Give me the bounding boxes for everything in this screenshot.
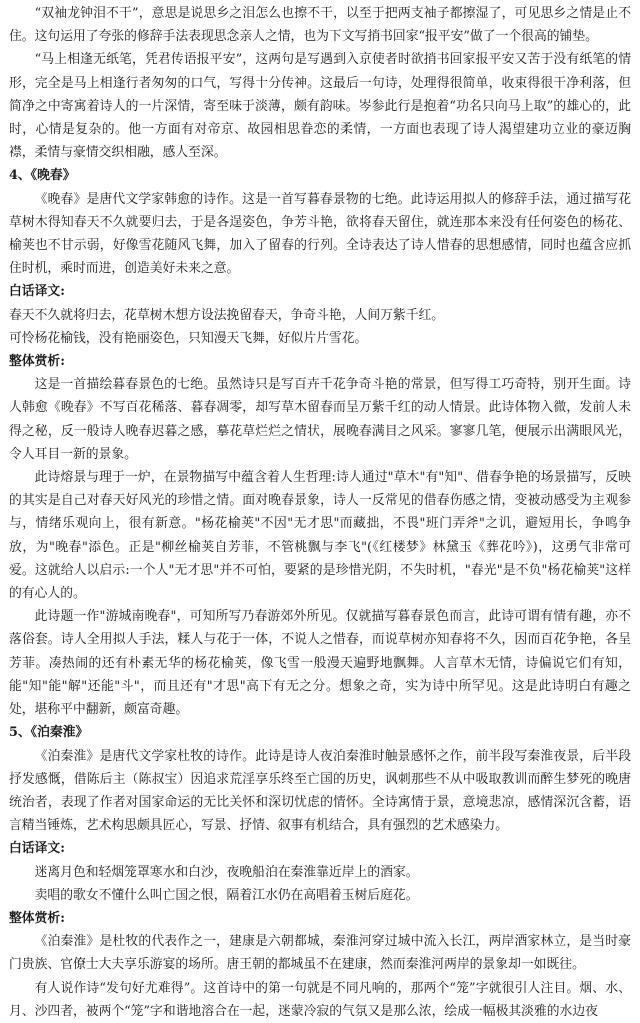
body-paragraph: “马上相逢无纸笔，凭君传语报平安”，这两句是写遇到入京使者时欲捎书回家报平安又苦于没有纸笔的情形，完全是马上相逢行者匆匆的口气，写得十分传神。这最后一句诗，处理得很简单，收束得很干净利落，但简净之中寄寓着诗人的一片深情，寄至味于淡薄，颇有韵味。岑参此行是抱着“功名只向马上取”的雄心的，此时，心情是复杂的。他一方面有对帝京、故园相思眷恋的柔情，一方面也表现了诗人渴望建功立业的豪迈胸襟，柔情与豪情交织相融，感人至深。: [9, 52, 631, 161]
body-paragraph: 《泊秦淮》是唐代文学家杜牧的诗作。此诗是诗人夜泊秦淮时触景感怀之作，前半段写秦淮夜景，后半段抒发感慨，借陈后主（陈叔宝）因追求荒淫享乐终至亡国的历史，讽刺那些不从中吸取教训而醉生梦死的晚唐统治者，表现了作者对国家命运的无比关怀和深切忧虑的情怀。全诗寓情于景，意境悲凉，感情深沉含蓄，语言精当锤炼，艺术构思颇具匠心，写景、抒情、叙事有机结合，具有强烈的艺术感染力。: [9, 748, 631, 834]
document-body: [9, 2, 631, 1023]
body-paragraph: 此诗熔景与理于一炉，在景物描写中蕴含着人生哲理:诗人通过"草木"有"知"、借春争艳的场景描写，反映的其实是自己对春天好风光的珍惜之情。面对晚春景象，诗人一反常见的借春伤感之情，变被动感受为主观参与，情绪乐观向上，很有新意。"杨花榆荚"不因"无才思"而藏拙，不畏"班门弄斧"之讥，避短用长，争鸣争放，为"晚春"添色。正是"柳丝榆荚自芳菲，不管桃飘与李飞"(《红楼梦》林黛玉《葬花吟》)，这勇气非常可爱。这就给人以启示:一个人"无才思"并不可怕，要紧的是珍惜光阴，不失时机，"春光"是不负"杨花榆荚"这样的有心人的。: [9, 470, 631, 602]
body-paragraph: 《泊秦淮》是杜牧的代表作之一，建康是六朝都城，秦淮河穿过城中流入长江，两岸酒家林立，是当时豪门贵族、官僚士大夫享乐游宴的场所。唐王朝的都城虽不在建康，然而秦淮河两岸的景象却一如既往。: [9, 934, 631, 973]
body-paragraph: 《晚春》是唐代文学家韩愈的诗作。这是一首写暮春景物的七绝。此诗运用拟人的修辞手法，通过描写花草树木得知春天不久就要归去，于是各逞姿色，争芳斗艳，欲将春天留住，就连那本来没有任何姿色的杨花、榆荚也不甘示弱，好像雪花随风飞舞，加入了留春的行列。全诗表达了诗人惜春的思想感情，同时也蕴含应抓住时机，乘时而进，创造美好未来之意。: [9, 191, 631, 277]
body-paragraph: 有人说作诗“发句好尤难得”。这首诗中的第一句就是不同凡响的，那两个“笼”字就很引人注目。烟、水、月、沙四者，被两个“笼”字和谐地溶合在一起，迷蒙冷寂的气氛又是那么浓，绘成一幅极其淡雅的水边夜: [9, 980, 631, 1019]
body-paragraph: 卖唱的歌女不懂什么叫亡国之恨，隔着江水仍在高唱着玉树后庭花。: [34, 887, 419, 903]
body-paragraph: 可怜杨花榆钱，没有艳丽姿色，只知漫天飞舞，好似片片雪花。: [9, 330, 368, 346]
section-heading: 5、《泊秦淮》: [9, 725, 89, 741]
body-paragraph: “双袖龙钟泪不干”，意思是说思乡之泪怎么也擦不干，以至于把两支袖子都擦湿了，可见思乡之情是止不住。这句运用了夸张的修辞手法表现思念亲人之情，也为下文写捎书回家“报平安”做了一个很高的铺垫。: [9, 6, 631, 45]
body-paragraph: 春天不久就将归去，花草树木想方设法挽留春天，争奇斗艳，人间万紫千红。: [9, 307, 445, 323]
section-heading: 白话译文:: [9, 284, 65, 300]
section-heading: 整体赏析:: [9, 910, 65, 926]
body-paragraph: 此诗题一作"游城南晚春"，可知所写乃春游郊外所见。仅就描写暮春景色而言，此诗可谓有情有趣，亦不落俗套。诗人全用拟人手法，糅人与花于一体，不说人之惜春，而说草树亦知春将不久，因而百花争艳，各呈芳菲。凑热闹的还有朴素无华的杨花榆荚，像飞雪一般漫天遍野地飘舞。人言草木无情，诗偏说它们有知，能"知"能"解"还能"斗"，而且还有"才思"高下有无之分。想象之奇，实为诗中所罕见。这是此诗明白有趣之处，堪称平中翻新，颇富奇趣。: [9, 609, 631, 718]
section-heading: 整体赏析:: [9, 354, 65, 370]
body-paragraph: 这是一首描绘暮春景色的七绝。虽然诗只是写百卉千花争奇斗艳的常景，但写得工巧奇特，别开生面。诗人韩愈《晚春》不写百花稀落、暮春凋零，却写草木留春而呈万紫千红的动人情景。此诗体物入微，发前人未得之秘，反一般诗人晚春迟暮之感，摹花草烂烂之情状，展晚春满目之风采。寥寥几笔，便展示出满眼风光，令人耳目一新的景象。: [9, 377, 631, 462]
section-heading: 白话译文:: [9, 841, 65, 857]
section-heading: 4、《晚春》: [9, 168, 76, 184]
body-paragraph: 迷离月色和轻烟笼罩寒水和白沙，夜晚船泊在秦淮靠近岸上的酒家。: [34, 864, 419, 880]
